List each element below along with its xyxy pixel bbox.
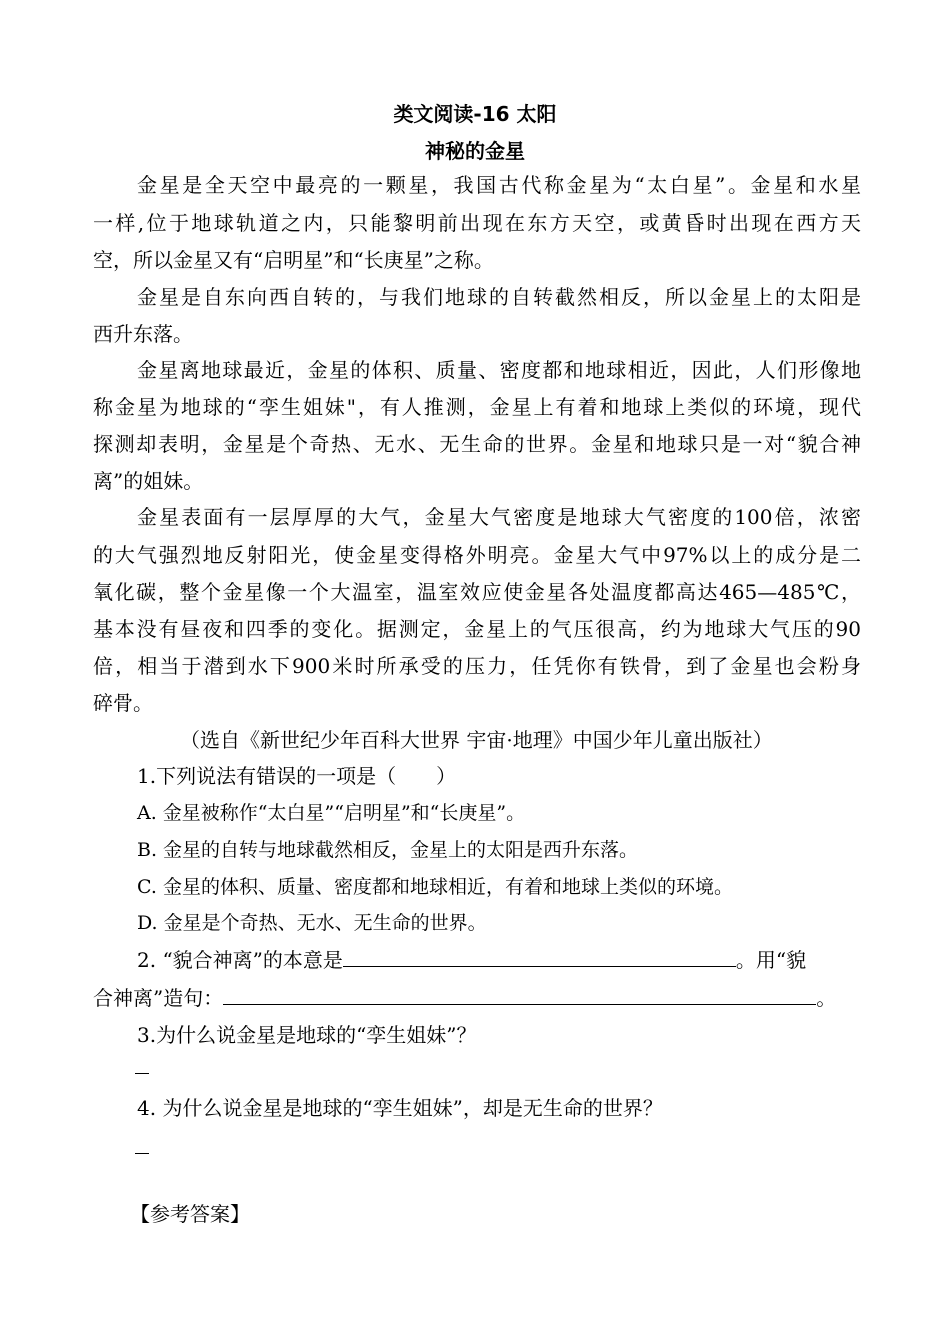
paragraph-line: 金星离地球最近，金星的体积、质量、密度都和地球相近，因此，人们形像地 — [137, 358, 861, 382]
paragraph-line: 的大气强烈地反射阳光，使金星变得格外明亮。金星大气中97%以上的成分是二 — [93, 543, 861, 567]
option-a: A. 金星被称作“太白星”“启明星”和“长庚星”。 — [137, 802, 526, 824]
question-2 — [137, 946, 861, 974]
question-3: 3.为什么说金星是地球的“孪生姐妹”？ — [137, 1023, 477, 1047]
answer-line-4[interactable] — [135, 1153, 149, 1154]
question-2-text-cont: 。用“貌 — [735, 948, 807, 972]
paragraph-line: 金星是自东向西自转的，与我们地球的自转截然相反，所以金星上的太阳是 — [137, 285, 861, 309]
option-d: D. 金星是个奇热、无水、无生命的世界。 — [137, 912, 487, 934]
article-title: 神秘的金星 — [425, 139, 525, 163]
question-2-text-line2: 合神离”造句： — [93, 986, 224, 1010]
answer-blank-meaning[interactable] — [343, 946, 736, 967]
answer-line-3[interactable] — [135, 1073, 149, 1074]
paragraph-line: 离”的姐妹。 — [93, 469, 204, 493]
paragraph-line: 称金星为地球的“孪生姐妹"，有人推测，金星上有着和地球上类似的环境，现代 — [93, 395, 861, 419]
question-2-text: 2. “貌合神离”的本意是 — [137, 948, 343, 972]
document-title: 类文阅读-16 太阳 — [393, 102, 557, 126]
paragraph-line: 碎骨。 — [93, 691, 153, 715]
option-c: C. 金星的体积、质量、密度都和地球相近，有着和地球上类似的环境。 — [137, 876, 733, 898]
option-b: B. 金星的自转与地球截然相反，金星上的太阳是西升东落。 — [137, 839, 639, 861]
question-2-period: 。 — [816, 986, 837, 1010]
paragraph-line: 倍，相当于潜到水下900米时所承受的压力，任凭你有铁骨，到了金星也会粉身 — [93, 654, 861, 678]
question-4: 4. 为什么说金星是地球的“孪生姐妹”，却是无生命的世界？ — [137, 1096, 663, 1120]
paragraph-line: 空，所以金星又有“启明星”和“长庚星”之称。 — [93, 248, 494, 272]
paragraph-line: 基本没有昼夜和四季的变化。据测定，金星上的气压很高，约为地球大气压的90 — [93, 617, 861, 641]
paragraph-line: 金星表面有一层厚厚的大气，金星大气密度是地球大气密度的100倍，浓密 — [137, 505, 861, 529]
source-citation: （选自《新世纪少年百科大世界 宇宙·地理》中国少年儿童出版社） — [180, 728, 773, 752]
paragraph-line: 西升东落。 — [93, 322, 193, 346]
question-1: 1.下列说法有错误的一项是（ ） — [137, 764, 457, 788]
question-2-line-2 — [93, 984, 861, 1012]
paragraph-line: 金星是全天空中最亮的一颗星，我国古代称金星为“太白星”。金星和水星 — [137, 173, 861, 197]
paragraph-line: 氧化碳，整个金星像一个大温室，温室效应使金星各处温度都高达465—485℃， — [93, 580, 861, 604]
paragraph-line: 一样,位于地球轨道之内，只能黎明前出现在东方天空，或黄昏时出现在西方天 — [93, 211, 861, 235]
paragraph-line: 探测却表明，金星是个奇热、无水、无生命的世界。金星和地球只是一对“貌合神 — [93, 432, 861, 456]
answer-heading: 【参考答案】 — [130, 1202, 250, 1226]
answer-blank-sentence[interactable] — [223, 984, 816, 1005]
